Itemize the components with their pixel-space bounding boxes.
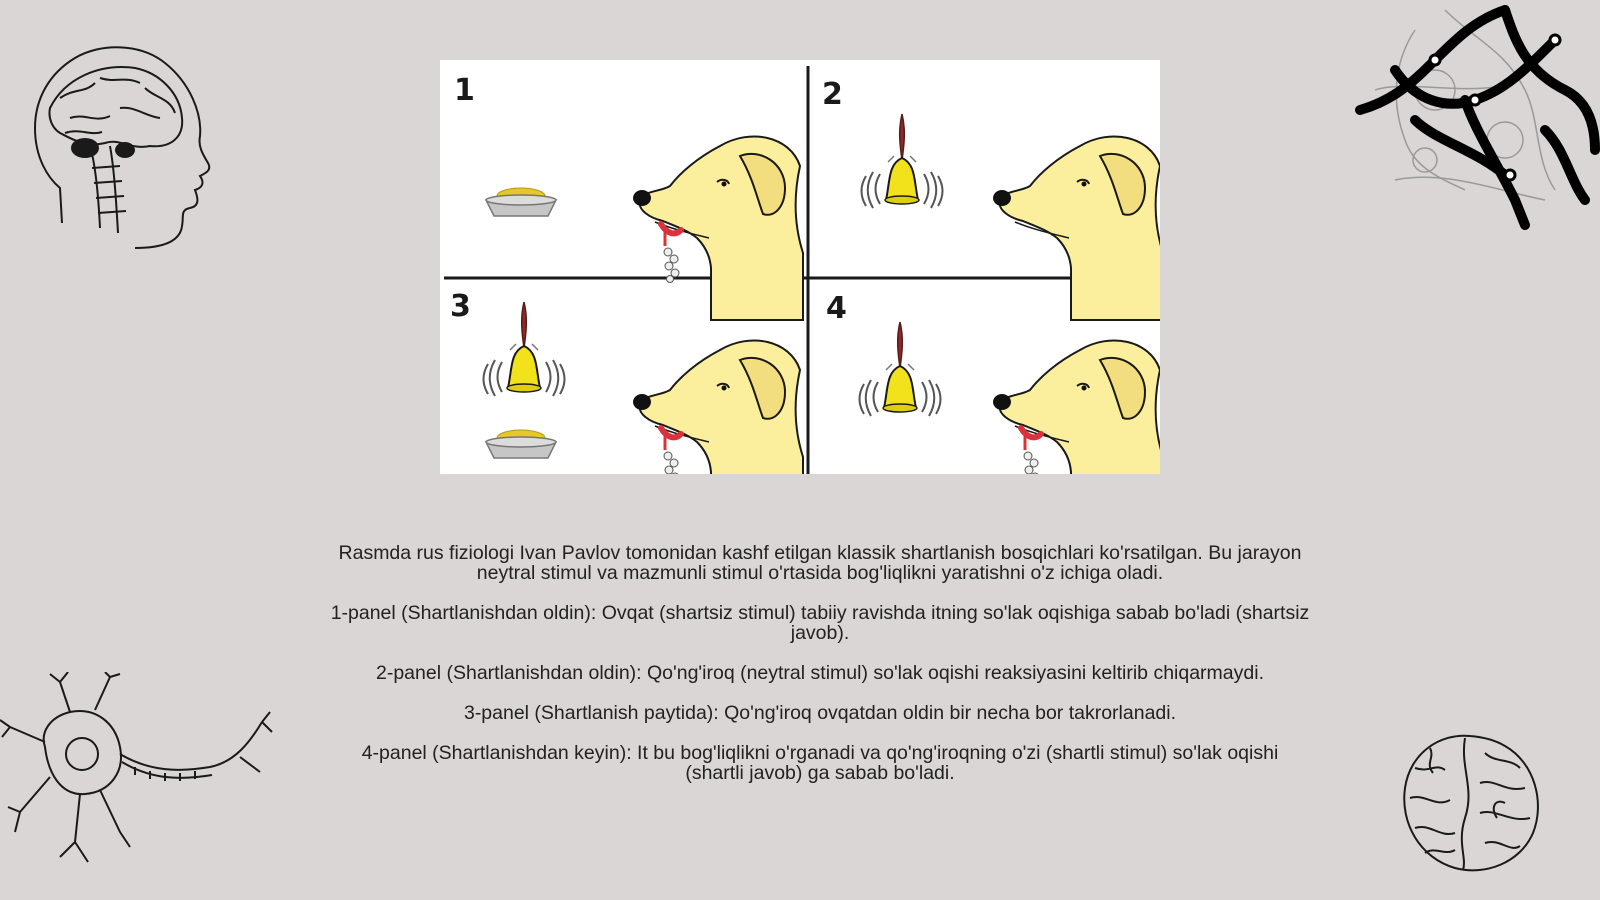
pavlov-panels-svg <box>440 60 1160 474</box>
bell-icon <box>860 322 941 416</box>
caption-panel-3: 3-panel (Shartlanish paytida): Qo'ng'iroq ovqatdan oldin bir necha bor takrorlanadi. <box>463 702 1177 724</box>
neural-network-icon <box>1355 0 1600 230</box>
caption <box>330 543 1310 803</box>
saliva-icon <box>661 428 681 474</box>
panel-4-number: 4 <box>826 291 847 326</box>
panel-2 <box>822 77 1160 320</box>
panel-2-number: 2 <box>822 77 843 112</box>
dog-icon <box>633 136 803 320</box>
saliva-icon <box>661 224 681 283</box>
neuron-icon <box>0 672 275 877</box>
brain-icon <box>1395 728 1545 878</box>
dog-icon <box>993 340 1160 474</box>
dog-icon <box>633 340 803 474</box>
brain-head-icon <box>30 38 225 253</box>
food-bowl-icon <box>486 188 556 216</box>
bell-icon <box>862 114 943 208</box>
panel-1-number: 1 <box>454 73 475 108</box>
panel-1 <box>454 73 803 320</box>
dog-icon <box>993 136 1160 320</box>
saliva-icon <box>1021 428 1041 474</box>
caption-panel-4: 4-panel (Shartlanishdan keyin): It bu bog'liqlikni o'rganadi va qo'ng'iroqning o'zi (shartli stimul) so'lak oqishi (shartli javob) ga sabab bo'ladi. <box>361 742 1279 784</box>
caption-panel-2: 2-panel (Shartlanishdan oldin): Qo'ng'iroq (neytral stimul) so'lak oqishi reaksiyasini keltirib chiqarmaydi. <box>376 662 1264 684</box>
caption-intro: Rasmda rus fiziologi Ivan Pavlov tomonidan kashf etilgan klassik shartlanish bosqichlari ko'rsatilgan. Bu jarayon neytral stimul va mazmunli stimul o'rtasida bog'liqlikni yaratishni o'z ichiga oladi. <box>338 542 1302 584</box>
pavlov-illustration <box>440 60 1160 474</box>
panel-3-number: 3 <box>450 289 471 324</box>
food-bowl-icon <box>486 430 556 458</box>
caption-panel-1: 1-panel (Shartlanishdan oldin): Ovqat (shartsiz stimul) tabiiy ravishda itning so'lak oqishiga sabab bo'ladi (shartsiz javob). <box>330 602 1310 644</box>
bell-icon <box>484 302 565 396</box>
